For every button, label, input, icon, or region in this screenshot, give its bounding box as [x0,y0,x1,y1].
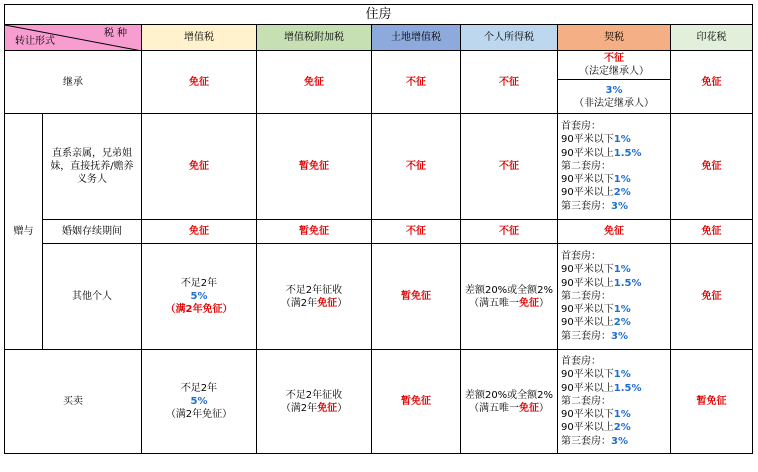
cell-income-tax: 不征 [461,114,558,220]
cell-vat: 免征 [142,114,257,220]
deed-legal-value: 不征 [604,53,624,64]
deed-line: 90平米以上2% [561,317,631,329]
cell-stamp-duty: 暂免征 [671,350,753,454]
table-row-inherit [5,51,753,114]
header-stamp-duty: 印花税 [671,25,753,51]
cell-vat-surcharge: 暂免征 [257,220,372,244]
cell-deed-tax [558,51,671,114]
deed-line: 90平米以下1% [561,409,631,421]
deed-line: 90平米以下1% [561,369,631,381]
header-income-tax: 个人所得税 [461,25,558,51]
table-row-sale [5,350,753,454]
cell-land-vat: 不征 [372,51,461,114]
cell-vat-surcharge: 不足2年征收 （满2年免征） [257,350,372,454]
cell-deed-tax [558,114,671,220]
cell-income-tax: 不征 [461,51,558,114]
cell-income-tax: 差额20%或全额2% （满五唯一免征） [461,244,558,350]
header-vat-surcharge: 增值税附加税 [257,25,372,51]
table-row-gift-marriage [5,220,753,244]
cell-vat: 免征 [142,51,257,114]
row-group-gift: 赠与 [5,114,43,350]
deed-second-home: 第二套房： [561,290,611,302]
deed-line: 90平米以下1% [561,264,631,276]
deed-second-home: 第二套房： [561,395,611,407]
cell-land-vat: 不征 [372,220,461,244]
table-row-gift-family [5,114,753,220]
cell-deed-tax: 免征 [558,220,671,244]
cell-stamp-duty: 免征 [671,51,753,114]
deed-nonlegal-note: （非法定继承人） [574,97,654,109]
deed-line: 第三套房：3% [561,200,628,212]
deed-line: 90平米以下1% [561,304,631,316]
cell-land-vat: 暂免征 [372,244,461,350]
cell-vat: 不足2年 5% （满2年免征） [142,350,257,454]
cell-stamp-duty: 免征 [671,220,753,244]
deed-line: 90平米以上1.5% [561,382,642,394]
cell-stamp-duty: 免征 [671,244,753,350]
deed-line: 第三套房：3% [561,330,628,342]
cell-vat-surcharge: 免征 [257,51,372,114]
deed-legal-heir [558,51,670,80]
deed-legal-note: （法定继承人） [579,66,649,77]
header-vat: 增值税 [142,25,257,51]
row-label-gift-other: 其他个人 [43,244,142,350]
row-label-gift-family: 直系亲属，兄弟姐妹，直接抚养/赡养义务人 [43,114,142,220]
deed-line: 第三套房：3% [561,435,628,447]
cell-deed-tax [558,244,671,350]
cell-stamp-duty: 免征 [671,114,753,220]
cell-vat-surcharge: 不足2年征收 （满2年免征） [257,244,372,350]
deed-first-home: 首套房： [561,121,601,133]
deed-line: 90平米以上1.5% [561,277,642,289]
cell-income-tax: 差额20%或全额2% （满五唯一免征） [461,350,558,454]
deed-line: 90平米以下1% [561,174,631,186]
deed-line: 90平米以上2% [561,187,631,199]
cell-vat-surcharge: 暂免征 [257,114,372,220]
tax-table [4,4,753,454]
cell-land-vat: 暂免征 [372,350,461,454]
cell-deed-tax [558,350,671,454]
transfer-form-label: 转让形式 [15,36,55,47]
corner-header [5,25,142,51]
table-title: 住房 [5,5,753,25]
deed-first-home: 首套房： [561,356,601,368]
header-deed-tax: 契税 [558,25,671,51]
row-label-gift-marriage: 婚姻存续期间 [43,220,142,244]
deed-line: 90平米以上1.5% [561,147,642,159]
row-label-inherit: 继承 [5,51,142,114]
row-label-sale: 买卖 [5,350,142,454]
tax-type-label: 税 种 [103,28,127,39]
deed-second-home: 第二套房： [561,160,611,172]
deed-line: 90平米以下1% [561,134,631,146]
cell-income-tax: 不征 [461,220,558,244]
table-row-gift-other [5,244,753,350]
cell-vat: 免征 [142,220,257,244]
deed-nonlegal-heir [558,80,670,113]
header-land-vat: 土地增值税 [372,25,461,51]
deed-nonlegal-value: 3% [605,84,623,96]
cell-vat: 不足2年 5% （满2年免征） [142,244,257,350]
deed-first-home: 首套房： [561,251,601,263]
cell-land-vat: 不征 [372,114,461,220]
deed-line: 90平米以上2% [561,422,631,434]
